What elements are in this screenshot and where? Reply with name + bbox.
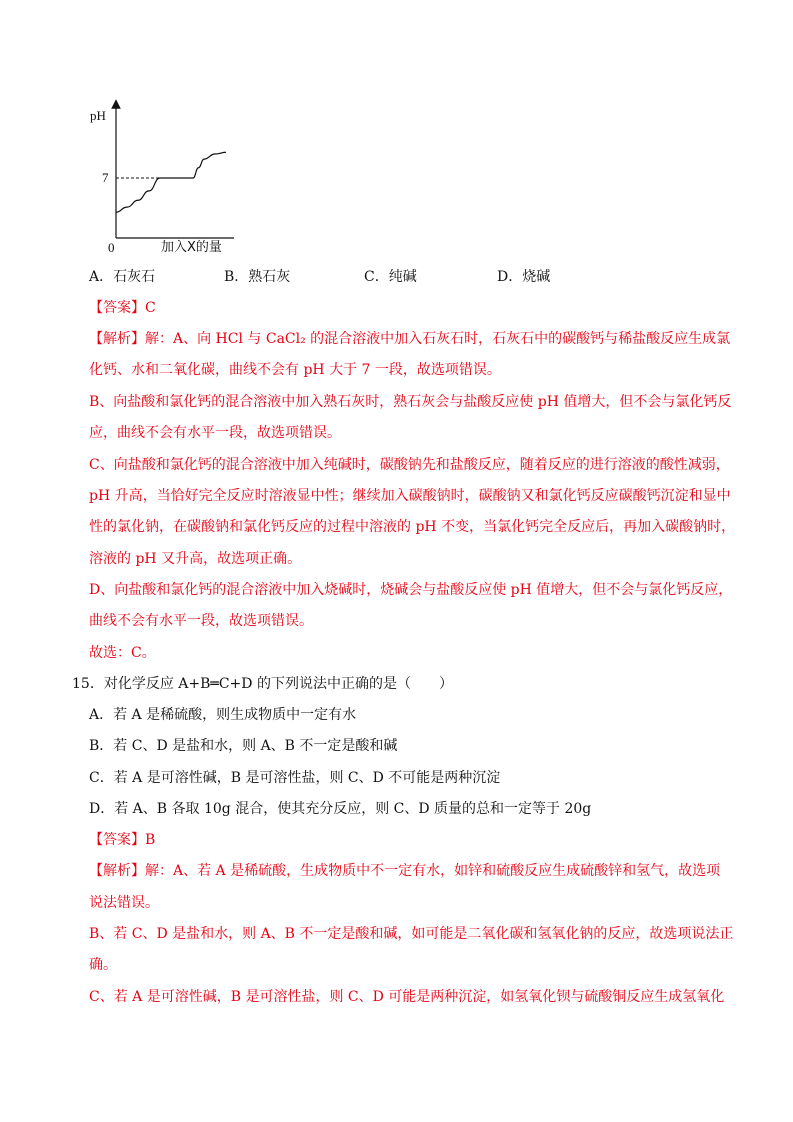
series-line-ph	[116, 152, 226, 212]
ph-curve-chart	[84, 98, 244, 258]
q15-option-d: D．若 A、B 各取 10g 混合，使其充分反应，则 C、D 质量的总和一定等于 20g	[89, 801, 592, 817]
q14-analysis-line-3: B、向盐酸和氯化钙的混合溶液中加入熟石灰时，熟石灰会与盐酸反应使 pH 值增大，但不会与氯化钙反	[89, 394, 732, 410]
q14-answer: 【答案】C	[89, 300, 156, 316]
q14-conclusion: 故选：C。	[89, 645, 156, 661]
q15-option-c: C．若 A 是可溶性碱，B 是可溶性盐，则 C、D 不可能是两种沉淀	[89, 770, 501, 786]
x-axis-label: 加入X的量	[161, 240, 222, 255]
q15-stem: 15．对化学反应 A+B═C+D 的下列说法中正确的是（ ）	[72, 676, 453, 692]
q15-analysis-line-2: 说法错误。	[89, 895, 159, 911]
option-b: B．熟石灰	[224, 269, 291, 285]
y-tick-label-7: 7	[102, 170, 109, 185]
q14-analysis-line-8: 溶液的 pH 又升高，故选项正确。	[89, 551, 302, 567]
option-a: A．石灰石	[89, 269, 156, 285]
q15-analysis-line-3: B、若 C、D 是盐和水，则 A、B 不一定是酸和碱，如可能是二氧化碳和氢氧化钠的反应，故选项说法正	[89, 926, 734, 942]
q14-analysis-line-6: pH 升高，当恰好完全反应时溶液显中性；继续加入碳酸钠时，碳酸钠又和氯化钙反应碳酸钙沉淀和显中	[89, 488, 731, 504]
q15-option-a: A．若 A 是稀硫酸，则生成物质中一定有水	[89, 707, 357, 723]
y-axis-label: pH	[90, 108, 106, 123]
q14-options	[89, 266, 689, 286]
option-c: C．纯碱	[364, 269, 417, 285]
q15-answer: 【答案】B	[89, 832, 156, 848]
q14-analysis-line-1: 【解析】解：A、向 HCl 与 CaCl₂ 的混合溶液中加入石灰石时，石灰石中的碳酸钙与稀盐酸反应生成氯	[89, 331, 731, 347]
q14-analysis-line-7: 性的氯化钠，在碳酸钠和氯化钙反应的过程中溶液的 pH 不变，当氯化钙完全反应后，再加入碳酸钠时，	[89, 519, 736, 535]
q15-option-b: B．若 C、D 是盐和水，则 A、B 不一定是酸和碱	[89, 738, 398, 754]
q15-analysis-line-4: 确。	[89, 957, 117, 973]
q14-analysis-line-4: 应，曲线不会有水平一段，故选项错误。	[89, 425, 341, 441]
q14-analysis-line-10: 曲线不会有水平一段，故选项错误。	[89, 613, 313, 629]
q14-analysis-line-9: D、向盐酸和氯化钙的混合溶液中加入烧碱时，烧碱会与盐酸反应使 pH 值增大，但不会与氯化钙反应，	[89, 582, 733, 598]
q15-analysis-line-5: C、若 A 是可溶性碱，B 是可溶性盐，则 C、D 可能是两种沉淀，如氢氧化钡与硫酸铜反应生成氢氧化	[89, 989, 725, 1005]
q14-analysis-line-2: 化钙、水和二氧化碳，曲线不会有 pH 大于 7 一段，故选项错误。	[89, 362, 501, 378]
q15-analysis-line-1: 【解析】解：A、若 A 是稀硫酸，生成物质中不一定有水，如锌和硫酸反应生成硫酸锌和氢气，故选项	[89, 863, 721, 879]
q14-analysis-line-5: C、向盐酸和氯化钙的混合溶液中加入纯碱时，碳酸钠先和盐酸反应，随着反应的进行溶液的酸性减弱，	[89, 457, 730, 473]
origin-label: 0	[108, 240, 115, 255]
option-d: D．烧碱	[497, 269, 551, 285]
